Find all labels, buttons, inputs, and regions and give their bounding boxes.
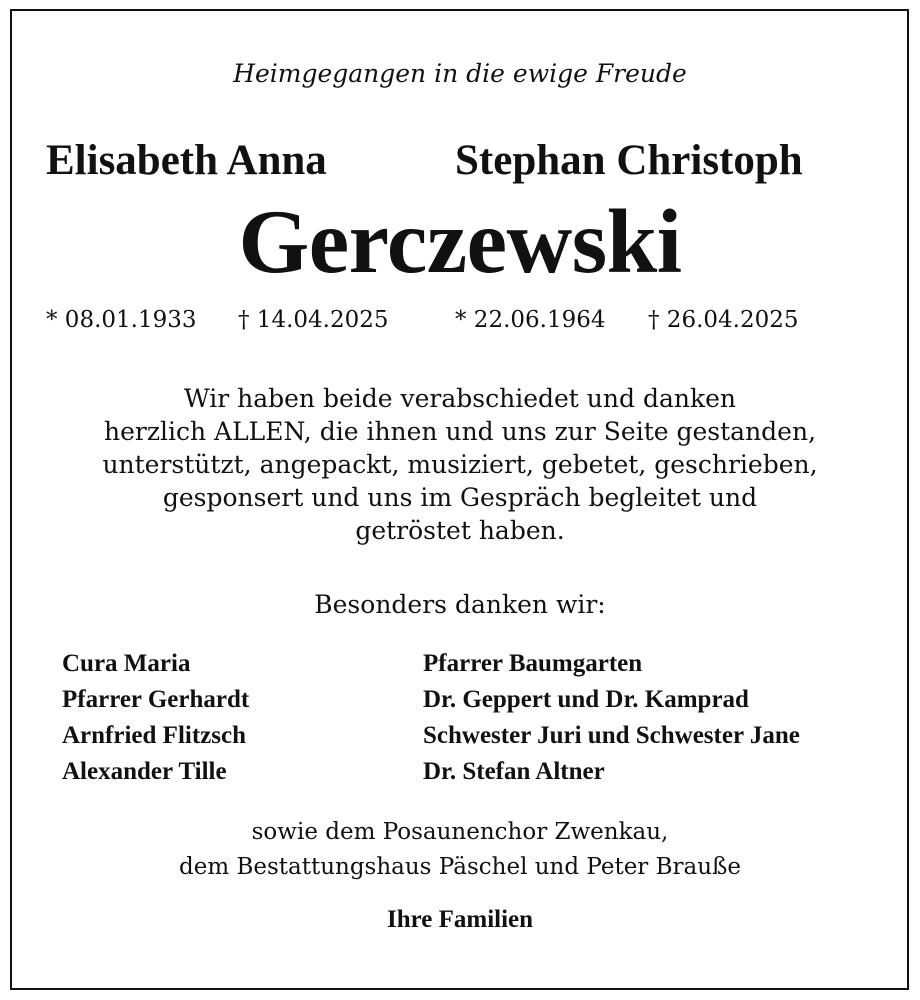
thanks-line: Wir haben beide verabschiedet und danken [183, 384, 737, 413]
left-death-date: † 14.04.2025 [238, 307, 389, 333]
list-item: Dr. Stefan Altner [423, 758, 605, 785]
list-item: Alexander Tille [62, 758, 227, 785]
special-thanks-intro: Besonders danken wir: [314, 590, 606, 619]
thanks-list-left [62, 646, 249, 790]
list-item: Arnfried Flitzsch [62, 722, 246, 749]
signature: Ihre Familien [386, 906, 534, 933]
right-birth-date: * 22.06.1964 [455, 307, 606, 333]
thanks-line: getröstet haben. [355, 516, 565, 545]
thanks-list-right [423, 646, 800, 790]
list-item: Pfarrer Gerhardt [62, 686, 250, 713]
right-death-date: † 26.04.2025 [648, 307, 799, 333]
thanks-line: gesponsert und uns im Gespräch begleitet und [162, 483, 758, 512]
family-surname: Gerczewski [238, 191, 682, 292]
closing-line: dem Bestattungshaus Päschel und Peter Brauße [178, 854, 742, 880]
closing-line: sowie dem Posaunenchor Zwenkau, [251, 819, 669, 845]
closing-text [0, 815, 920, 885]
first-name-right: Stephan Christoph [455, 137, 803, 184]
list-item: Dr. Geppert und Dr. Kamprad [423, 686, 749, 713]
list-item: Pfarrer Baumgarten [423, 650, 643, 677]
thanks-paragraph [0, 382, 920, 547]
notice-heading: Heimgegangen in die ewige Freude [233, 59, 687, 88]
left-birth-date: * 08.01.1933 [46, 307, 197, 333]
first-name-left: Elisabeth Anna [46, 137, 327, 184]
list-item: Schwester Juri und Schwester Jane [423, 722, 800, 749]
thanks-line: herzlich ALLEN, die ihnen und uns zur Seite gestanden, [103, 417, 817, 446]
list-item: Cura Maria [62, 650, 191, 677]
thanks-line: unterstützt, angepackt, musiziert, gebetet, geschrieben, [102, 450, 818, 479]
